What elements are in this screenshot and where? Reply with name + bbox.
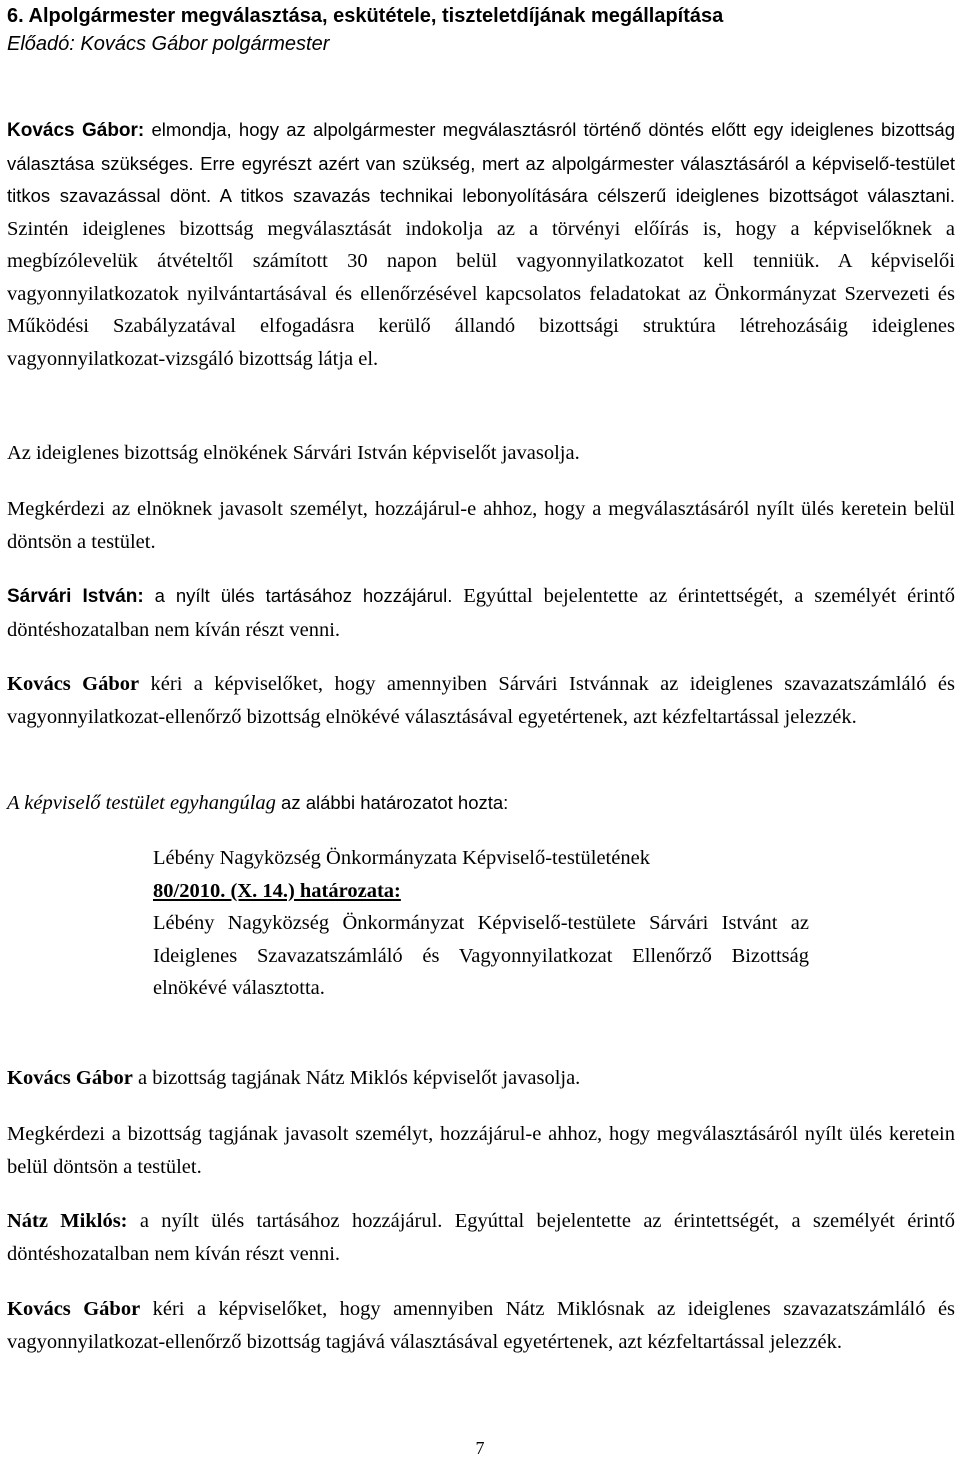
paragraph-text: elmondja, hogy az alpolgármester megválasztásról történő döntés előtt egy ideiglenes bizottság választása szükséges. Erre egyrészt azért van szükség, mert az alpolgármester választásáról a képviselő-testület titkos szavazással dönt. A titkos szavazás technikai lebonyolítására célszerű ideiglenes bizottságot választani. [7, 119, 955, 206]
paragraph-text: kéri a képviselőket, hogy amennyiben Sárvári Istvánnak az ideiglenes szavazatszámláló és vagyonnyilatkozat-ellenőrző bizottság elnökévé választásával egyetértenek, azt kézfeltartással jelezzék. [7, 673, 955, 728]
speaker-name: Sárvári István: [7, 586, 144, 607]
speaker-name: Kovács Gábor [7, 1067, 133, 1089]
resolution-body: Lébény Nagyközség Önkormányzat Képviselő-testülete Sárvári Istvánt az Ideiglenes Szavazatszámláló és Vagyonnyilatkozat Ellenőrző Bizottság elnökévé választotta. [153, 912, 809, 999]
paragraph-member-question [7, 1118, 955, 1183]
paragraph-member-consent [7, 1205, 955, 1270]
resolution-issuer: Lébény Nagyközség Önkormányzata Képviselő-testületének [153, 847, 650, 869]
section-header [7, 0, 955, 59]
presenter-line: Előadó: Kovács Gábor polgármester [7, 33, 330, 55]
paragraph-text: Az ideiglenes bizottság elnökének Sárvári István képviselőt javasolja. [7, 442, 580, 464]
paragraph-proposal [7, 437, 955, 470]
paragraph-vote-request [7, 668, 955, 733]
paragraph-text: a nyílt ülés tartásához hozzájárul. Egyúttal bejelentette az érintettségét, a személyét érintő döntéshozatalban nem kíván részt venni. [7, 1210, 956, 1265]
page-number: 7 [475, 1438, 485, 1458]
speaker-name: Kovács Gábor [7, 673, 140, 695]
paragraph-member-proposal [7, 1062, 955, 1095]
paragraph-text: a nyílt ülés tartásához hozzájárul. [154, 585, 453, 606]
paragraph-text: az alábbi határozatot hozta: [281, 792, 509, 813]
paragraph-question [7, 493, 955, 558]
resolution-block [153, 842, 809, 1005]
paragraph-text: Megkérdezi a bizottság tagjának javasolt személyt, hozzájárul-e ahhoz, hogy megválasztásáról nyílt ülés keretein belül döntsön a testület. [7, 1123, 955, 1178]
paragraph-member-vote-request [7, 1293, 955, 1358]
speaker-name: Nátz Miklós: [7, 1210, 128, 1232]
paragraph-consent [7, 580, 955, 646]
paragraph-text: kéri a képviselőket, hogy amennyiben Nátz Miklósnak az ideiglenes szavazatszámláló és vagyonnyilatkozat-ellenőrző bizottság tagjává választásával egyetértenek, azt kézfeltartással jelezzék. [7, 1298, 956, 1353]
paragraph-text: Megkérdezi az elnöknek javasolt személyt, hozzájárul-e ahhoz, hogy a megválasztásáról nyílt ülés keretein belül döntsön a testület. [7, 498, 955, 553]
paragraph-intro [7, 114, 955, 375]
paragraph-text: Egyúttal bejelentette az érintettségét, a személyét érintő döntéshozatalban nem kíván részt venni. [7, 585, 955, 641]
speaker-name: Kovács Gábor [7, 1298, 141, 1320]
decision-body: A képviselő testület egyhangúlag [7, 792, 276, 814]
paragraph-text: Szintén ideiglenes bizottság megválasztását indokolja az a törvényi előírás is, hogy a képviselőknek a megbízólevelük átvételtől számított 30 napon belül vagyonnyilatkozatot kell tenniük. A képviselői vagyonnyilatkozatok nyilvántartásával és ellenőrzésével kapcsolatos feladatokat az Önkormányzat Szervezeti és Működési Szabályzatával elfogadásra kerülő állandó bizottsági struktúra létrehozásáig ideiglenes vagyonnyilatkozat-vizsgáló bizottság látja el. [7, 217, 955, 370]
paragraph-text: a bizottság tagjának Nátz Miklós képviselőt javasolja. [137, 1067, 581, 1089]
paragraph-decision-intro [7, 787, 955, 820]
speaker-name: Kovács Gábor: [7, 120, 145, 141]
section-title: 6. Alpolgármester megválasztása, eskütétele, tiszteletdíjának megállapítása [7, 5, 724, 27]
resolution-number: 80/2010. (X. 14.) határozata: [153, 879, 401, 902]
